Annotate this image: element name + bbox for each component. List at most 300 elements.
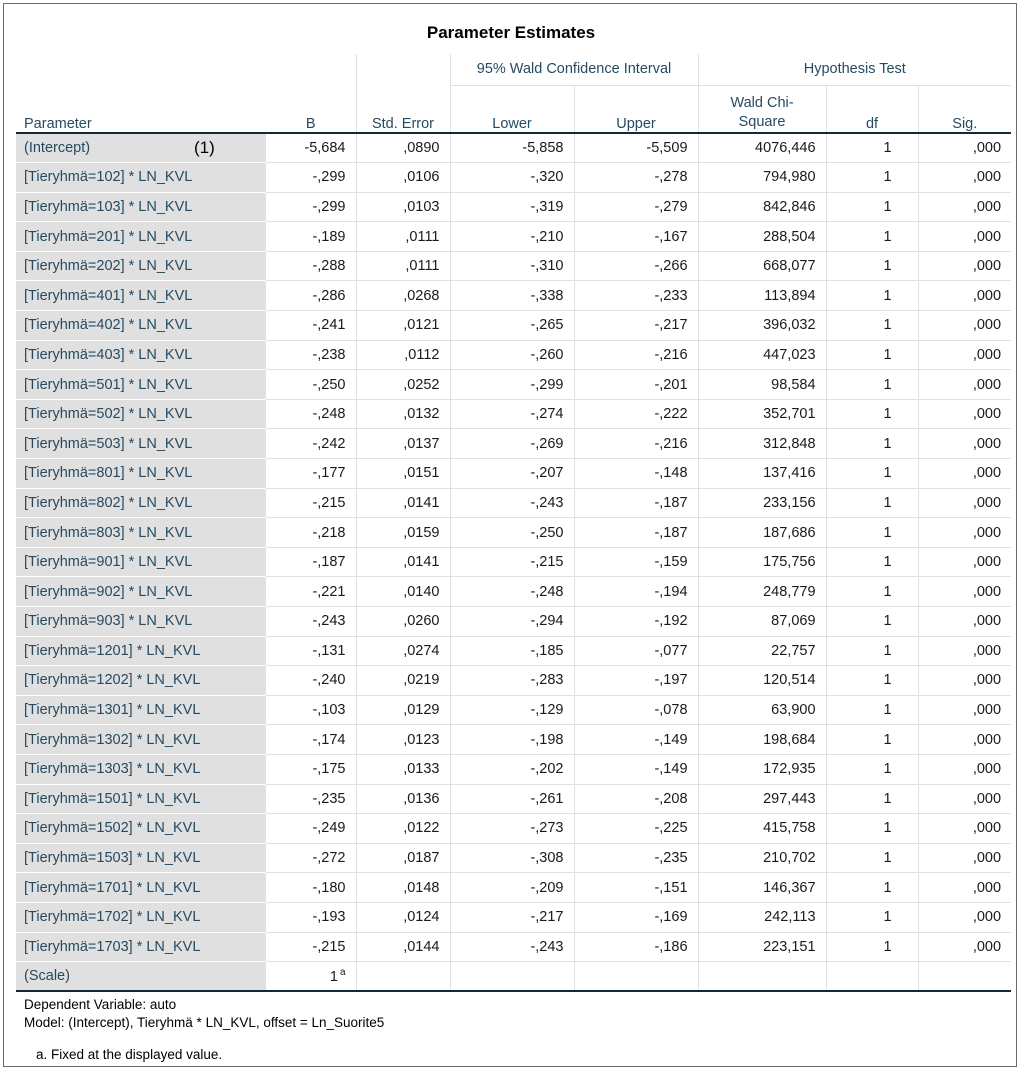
df-cell: 1 (826, 459, 918, 489)
upper-cell: -,192 (574, 607, 698, 637)
parameter-label: [Tieryhmä=503] * LN_KVL (24, 435, 193, 452)
wald-cell: 396,032 (698, 311, 826, 341)
upper-cell: -,159 (574, 547, 698, 577)
std-error-cell: ,0274 (356, 636, 450, 666)
upper-cell: -,222 (574, 399, 698, 429)
upper-cell: -,278 (574, 163, 698, 193)
parameter-label-cell (16, 666, 266, 696)
wald-cell: 415,758 (698, 814, 826, 844)
wald-cell: 146,367 (698, 873, 826, 903)
parameter-label-cell (16, 518, 266, 548)
wald-cell: 137,416 (698, 459, 826, 489)
b-cell: -,286 (266, 281, 356, 311)
b-cell: -,240 (266, 666, 356, 696)
parameter-label-cell (16, 192, 266, 222)
empty-cell (698, 962, 826, 992)
parameter-label-cell (16, 399, 266, 429)
parameter-label: [Tieryhmä=1302] * LN_KVL (24, 731, 201, 748)
b-cell: -,180 (266, 873, 356, 903)
std-error-cell: ,0252 (356, 370, 450, 400)
wald-cell: 223,151 (698, 932, 826, 962)
parameter-label-cell (16, 488, 266, 518)
std-error-cell: ,0123 (356, 725, 450, 755)
sig-cell: ,000 (918, 902, 1011, 932)
df-cell: 1 (826, 695, 918, 725)
table-row (16, 222, 1011, 252)
intercept-annotation: (1) (194, 138, 215, 157)
b-cell: -,248 (266, 399, 356, 429)
parameter-label: [Tieryhmä=1201] * LN_KVL (24, 642, 201, 659)
b-cell: -,235 (266, 784, 356, 814)
lower-cell: -,294 (450, 607, 574, 637)
lower-cell: -,274 (450, 399, 574, 429)
parameter-label-cell (16, 902, 266, 932)
upper-cell: -,186 (574, 932, 698, 962)
parameter-label: [Tieryhmä=1503] * LN_KVL (24, 850, 201, 867)
empty-cell (826, 962, 918, 992)
b-cell: -,250 (266, 370, 356, 400)
b-cell: -,299 (266, 163, 356, 193)
wald-cell: 297,443 (698, 784, 826, 814)
table-row (16, 163, 1011, 193)
std-error-cell: ,0141 (356, 488, 450, 518)
table-row (16, 607, 1011, 637)
sig-cell: ,000 (918, 281, 1011, 311)
upper-cell: -,197 (574, 666, 698, 696)
parameter-label-cell (16, 133, 266, 163)
hypothesis-test-group-header: Hypothesis Test (698, 54, 1011, 85)
b-cell: -,241 (266, 311, 356, 341)
std-error-cell: ,0136 (356, 784, 450, 814)
std-error-cell: ,0141 (356, 547, 450, 577)
df-cell: 1 (826, 843, 918, 873)
lower-cell: -,273 (450, 814, 574, 844)
std-error-cell: ,0148 (356, 873, 450, 903)
scale-row (16, 962, 1011, 992)
table-row (16, 459, 1011, 489)
table-row (16, 133, 1011, 163)
b-cell: -,131 (266, 636, 356, 666)
wald-cell: 113,894 (698, 281, 826, 311)
lower-cell: -,248 (450, 577, 574, 607)
std-error-cell: ,0268 (356, 281, 450, 311)
parameter-label: [Tieryhmä=1701] * LN_KVL (24, 879, 201, 896)
lower-cell: -,320 (450, 163, 574, 193)
df-cell: 1 (826, 518, 918, 548)
df-cell: 1 (826, 577, 918, 607)
parameter-label: [Tieryhmä=901] * LN_KVL (24, 554, 193, 571)
std-error-cell: ,0106 (356, 163, 450, 193)
df-cell: 1 (826, 399, 918, 429)
parameter-label-cell (16, 459, 266, 489)
upper-cell: -,233 (574, 281, 698, 311)
table-row (16, 281, 1011, 311)
parameter-label: [Tieryhmä=201] * LN_KVL (24, 228, 193, 245)
parameter-label: [Tieryhmä=502] * LN_KVL (24, 406, 193, 423)
b-header: B (266, 85, 356, 133)
sig-cell: ,000 (918, 577, 1011, 607)
parameter-label-cell (16, 725, 266, 755)
lower-cell: -,269 (450, 429, 574, 459)
parameter-label: [Tieryhmä=1501] * LN_KVL (24, 790, 201, 807)
lower-cell: -,299 (450, 370, 574, 400)
lower-cell: -,319 (450, 192, 574, 222)
b-cell: -,288 (266, 251, 356, 281)
wald-cell: 198,684 (698, 725, 826, 755)
wald-cell: 668,077 (698, 251, 826, 281)
parameter-label-cell (16, 251, 266, 281)
parameter-label: [Tieryhmä=102] * LN_KVL (24, 169, 193, 186)
sig-cell: ,000 (918, 666, 1011, 696)
parameter-label: [Tieryhmä=1202] * LN_KVL (24, 672, 201, 689)
sig-cell: ,000 (918, 754, 1011, 784)
table-row (16, 340, 1011, 370)
table-row (16, 429, 1011, 459)
wald-cell: 120,514 (698, 666, 826, 696)
model-note: Model: (Intercept), Tieryhmä * LN_KVL, offset = Ln_Suorite5 (24, 1015, 385, 1030)
lower-cell: -,308 (450, 843, 574, 873)
std-error-cell: ,0144 (356, 932, 450, 962)
wald-cell: 794,980 (698, 163, 826, 193)
header-spacer (16, 54, 266, 85)
df-cell: 1 (826, 192, 918, 222)
wald-cell: 352,701 (698, 399, 826, 429)
parameter-label-cell (16, 932, 266, 962)
b-cell: -,238 (266, 340, 356, 370)
b-cell: -,177 (266, 459, 356, 489)
parameter-label: [Tieryhmä=903] * LN_KVL (24, 613, 193, 630)
std-error-cell: ,0124 (356, 902, 450, 932)
table-row (16, 843, 1011, 873)
wald-cell: 22,757 (698, 636, 826, 666)
std-error-cell: ,0103 (356, 192, 450, 222)
df-cell: 1 (826, 251, 918, 281)
table-row (16, 902, 1011, 932)
sig-cell: ,000 (918, 932, 1011, 962)
df-cell: 1 (826, 429, 918, 459)
df-cell: 1 (826, 311, 918, 341)
b-cell: -,174 (266, 725, 356, 755)
table-row (16, 311, 1011, 341)
table-row (16, 725, 1011, 755)
table-row (16, 251, 1011, 281)
sig-cell: ,000 (918, 222, 1011, 252)
parameter-label-cell (16, 607, 266, 637)
lower-cell: -,217 (450, 902, 574, 932)
upper-cell: -,149 (574, 754, 698, 784)
b-cell: -5,684 (266, 133, 356, 163)
std-error-cell: ,0121 (356, 311, 450, 341)
sig-cell: ,000 (918, 607, 1011, 637)
wald-cell: 63,900 (698, 695, 826, 725)
df-cell: 1 (826, 607, 918, 637)
upper-cell: -,167 (574, 222, 698, 252)
parameter-label-cell (16, 636, 266, 666)
lower-cell: -,243 (450, 488, 574, 518)
sig-cell: ,000 (918, 192, 1011, 222)
scale-b-cell (266, 962, 356, 992)
output-frame (3, 3, 1017, 1067)
parameter-label-cell (16, 163, 266, 193)
table-row (16, 192, 1011, 222)
sig-cell: ,000 (918, 636, 1011, 666)
df-cell: 1 (826, 873, 918, 903)
footnote-marker: a (339, 967, 346, 979)
parameter-label: [Tieryhmä=1702] * LN_KVL (24, 909, 201, 926)
parameter-label-cell (16, 281, 266, 311)
table-row (16, 666, 1011, 696)
parameter-label-cell (16, 873, 266, 903)
df-header: df (826, 85, 918, 133)
parameter-label: [Tieryhmä=1303] * LN_KVL (24, 761, 201, 778)
sig-cell: ,000 (918, 370, 1011, 400)
wald-cell: 175,756 (698, 547, 826, 577)
sig-cell: ,000 (918, 873, 1011, 903)
std-error-cell: ,0140 (356, 577, 450, 607)
upper-cell: -,187 (574, 518, 698, 548)
parameter-label: [Tieryhmä=202] * LN_KVL (24, 258, 193, 275)
df-cell: 1 (826, 902, 918, 932)
parameter-label: [Tieryhmä=803] * LN_KVL (24, 524, 193, 541)
std-error-cell: ,0151 (356, 459, 450, 489)
table-row (16, 932, 1011, 962)
lower-cell: -,207 (450, 459, 574, 489)
parameter-label-cell (16, 340, 266, 370)
upper-cell: -,279 (574, 192, 698, 222)
wald-cell: 187,686 (698, 518, 826, 548)
lower-cell: -,265 (450, 311, 574, 341)
parameter-label: [Tieryhmä=902] * LN_KVL (24, 583, 193, 600)
b-cell: -,189 (266, 222, 356, 252)
parameter-label: [Tieryhmä=1301] * LN_KVL (24, 702, 201, 719)
upper-cell: -,169 (574, 902, 698, 932)
table-row (16, 784, 1011, 814)
sig-cell: ,000 (918, 695, 1011, 725)
lower-cell: -,250 (450, 518, 574, 548)
table-footer (24, 996, 384, 1032)
dependent-variable-note: Dependent Variable: auto (24, 997, 177, 1012)
table-row (16, 399, 1011, 429)
sig-cell: ,000 (918, 518, 1011, 548)
upper-cell: -,216 (574, 340, 698, 370)
table-row (16, 695, 1011, 725)
lower-cell: -,129 (450, 695, 574, 725)
df-cell: 1 (826, 488, 918, 518)
upper-cell: -,208 (574, 784, 698, 814)
table-row (16, 547, 1011, 577)
footnote-a: a. Fixed at the displayed value. (36, 1047, 223, 1062)
df-cell: 1 (826, 784, 918, 814)
wald-cell: 242,113 (698, 902, 826, 932)
wald-cell: 288,504 (698, 222, 826, 252)
parameter-label-cell (16, 784, 266, 814)
b-cell: -,243 (266, 607, 356, 637)
df-cell: 1 (826, 281, 918, 311)
wald-cell: 842,846 (698, 192, 826, 222)
table-row (16, 518, 1011, 548)
ci-group-header: 95% Wald Confidence Interval (450, 54, 698, 85)
parameter-label-cell (16, 843, 266, 873)
std-error-cell: ,0159 (356, 518, 450, 548)
parameter-label-cell (16, 222, 266, 252)
lower-cell: -,215 (450, 547, 574, 577)
std-error-cell: ,0890 (356, 133, 450, 163)
header-spacer (356, 54, 450, 85)
df-cell: 1 (826, 133, 918, 163)
wald-cell: 98,584 (698, 370, 826, 400)
std-error-cell: ,0129 (356, 695, 450, 725)
parameter-label: [Tieryhmä=402] * LN_KVL (24, 317, 193, 334)
lower-cell: -,260 (450, 340, 574, 370)
upper-cell: -,149 (574, 725, 698, 755)
wald-chi-square-header: Wald Chi-Square (698, 85, 826, 133)
parameter-label-cell (16, 577, 266, 607)
parameter-label: [Tieryhmä=802] * LN_KVL (24, 494, 193, 511)
scale-label: (Scale) (16, 962, 266, 992)
parameter-header: Parameter (16, 85, 266, 133)
parameter-label-cell (16, 429, 266, 459)
b-cell: -,215 (266, 932, 356, 962)
table-row (16, 873, 1011, 903)
wald-cell: 447,023 (698, 340, 826, 370)
upper-cell: -,266 (574, 251, 698, 281)
parameter-label-cell (16, 814, 266, 844)
b-cell: -,103 (266, 695, 356, 725)
lower-cell: -,202 (450, 754, 574, 784)
b-cell: -,193 (266, 902, 356, 932)
lower-cell: -,185 (450, 636, 574, 666)
sig-cell: ,000 (918, 163, 1011, 193)
std-error-cell: ,0132 (356, 399, 450, 429)
sig-cell: ,000 (918, 459, 1011, 489)
empty-cell (450, 962, 574, 992)
wald-cell: 312,848 (698, 429, 826, 459)
upper-cell: -,148 (574, 459, 698, 489)
wald-cell: 172,935 (698, 754, 826, 784)
parameter-label: [Tieryhmä=1502] * LN_KVL (24, 820, 201, 837)
df-cell: 1 (826, 814, 918, 844)
b-cell: -,218 (266, 518, 356, 548)
header-spacer (266, 54, 356, 85)
df-cell: 1 (826, 370, 918, 400)
df-cell: 1 (826, 547, 918, 577)
upper-cell: -,216 (574, 429, 698, 459)
lower-cell: -,283 (450, 666, 574, 696)
table-row (16, 577, 1011, 607)
upper-cell: -,078 (574, 695, 698, 725)
table-row (16, 488, 1011, 518)
sig-cell: ,000 (918, 488, 1011, 518)
sig-cell: ,000 (918, 784, 1011, 814)
std-error-cell: ,0219 (356, 666, 450, 696)
df-cell: 1 (826, 163, 918, 193)
b-cell: -,249 (266, 814, 356, 844)
upper-cell: -,201 (574, 370, 698, 400)
parameter-label: [Tieryhmä=103] * LN_KVL (24, 198, 193, 215)
sig-cell: ,000 (918, 133, 1011, 163)
wald-cell: 233,156 (698, 488, 826, 518)
empty-cell (574, 962, 698, 992)
upper-cell: -,235 (574, 843, 698, 873)
lower-cell: -,261 (450, 784, 574, 814)
std-error-header: Std. Error (356, 85, 450, 133)
upper-cell: -,151 (574, 873, 698, 903)
lower-header: Lower (450, 85, 574, 133)
parameter-label-cell (16, 695, 266, 725)
df-cell: 1 (826, 636, 918, 666)
sig-cell: ,000 (918, 814, 1011, 844)
upper-cell: -,194 (574, 577, 698, 607)
sig-cell: ,000 (918, 429, 1011, 459)
table-row (16, 370, 1011, 400)
upper-cell: -,077 (574, 636, 698, 666)
table-row (16, 754, 1011, 784)
parameter-label: [Tieryhmä=401] * LN_KVL (24, 287, 193, 304)
b-cell: -,272 (266, 843, 356, 873)
sig-cell: ,000 (918, 547, 1011, 577)
wald-cell: 4076,446 (698, 133, 826, 163)
std-error-cell: ,0111 (356, 251, 450, 281)
table-row (16, 636, 1011, 666)
df-cell: 1 (826, 340, 918, 370)
upper-cell: -5,509 (574, 133, 698, 163)
lower-cell: -,243 (450, 932, 574, 962)
lower-cell: -,338 (450, 281, 574, 311)
std-error-cell: ,0122 (356, 814, 450, 844)
upper-cell: -,187 (574, 488, 698, 518)
table-title: Parameter Estimates (426, 23, 596, 42)
parameter-label: (Intercept) (24, 140, 91, 157)
sig-cell: ,000 (918, 311, 1011, 341)
wald-cell: 210,702 (698, 843, 826, 873)
lower-cell: -,310 (450, 251, 574, 281)
parameter-label: [Tieryhmä=1703] * LN_KVL (24, 938, 201, 955)
wald-cell: 87,069 (698, 607, 826, 637)
sig-cell: ,000 (918, 399, 1011, 429)
df-cell: 1 (826, 222, 918, 252)
sig-cell: ,000 (918, 340, 1011, 370)
parameter-label: [Tieryhmä=801] * LN_KVL (24, 465, 193, 482)
df-cell: 1 (826, 666, 918, 696)
upper-header: Upper (574, 85, 698, 133)
lower-cell: -,210 (450, 222, 574, 252)
upper-cell: -,217 (574, 311, 698, 341)
wald-cell: 248,779 (698, 577, 826, 607)
b-cell: -,299 (266, 192, 356, 222)
sig-header: Sig. (918, 85, 1011, 133)
table-row (16, 814, 1011, 844)
sig-cell: ,000 (918, 725, 1011, 755)
empty-cell (918, 962, 1011, 992)
std-error-cell: ,0112 (356, 340, 450, 370)
b-cell: -,175 (266, 754, 356, 784)
df-cell: 1 (826, 754, 918, 784)
df-cell: 1 (826, 725, 918, 755)
b-cell: -,187 (266, 547, 356, 577)
parameter-estimates-table (16, 54, 1011, 992)
b-cell: -,221 (266, 577, 356, 607)
parameter-label-cell (16, 547, 266, 577)
std-error-cell: ,0111 (356, 222, 450, 252)
empty-cell (356, 962, 450, 992)
std-error-cell: ,0260 (356, 607, 450, 637)
b-cell: -,242 (266, 429, 356, 459)
lower-cell: -5,858 (450, 133, 574, 163)
parameter-label-cell (16, 370, 266, 400)
df-cell: 1 (826, 932, 918, 962)
sig-cell: ,000 (918, 251, 1011, 281)
parameter-label: [Tieryhmä=403] * LN_KVL (24, 346, 193, 363)
